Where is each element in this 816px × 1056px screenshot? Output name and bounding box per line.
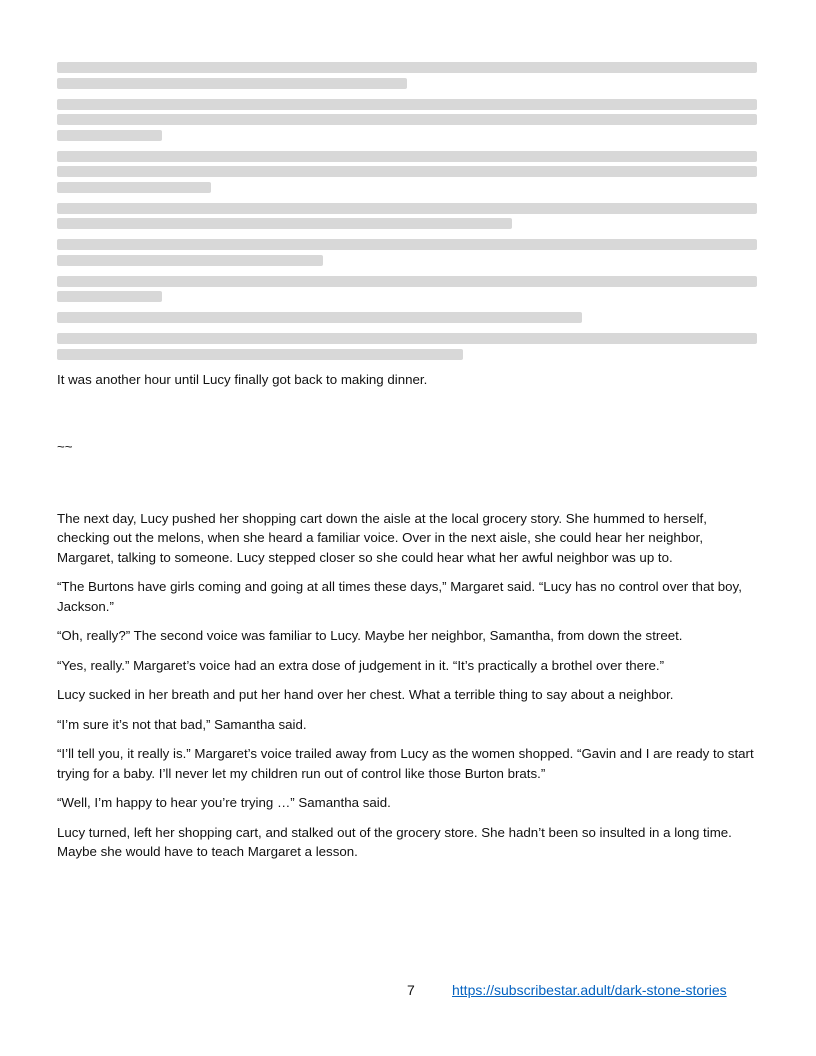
section-separator: ~~ [57, 439, 73, 454]
redacted-paragraph [57, 151, 757, 193]
paragraph: “Well, I’m happy to hear you’re trying …” Samantha said. [57, 795, 391, 810]
redacted-paragraph [57, 312, 757, 323]
document-page [57, 58, 757, 872]
redacted-paragraph [57, 276, 757, 303]
paragraph: Lucy sucked in her breath and put her hand over her chest. What a terrible thing to say about a neighbor. [57, 687, 674, 702]
paragraph: “I’ll tell you, it really is.” Margaret’s voice trailed away from Lucy as the women shopped. “Gavin and I are ready to start trying for a baby. I’ll never let my children run out of control like those Burton brats.” [57, 746, 754, 781]
paragraph: Lucy turned, left her shopping cart, and stalked out of the grocery store. She hadn’t been so insulted in a long time. Maybe she would have to teach Margaret a lesson. [57, 824, 732, 859]
paragraph: “Oh, really?” The second voice was familiar to Lucy. Maybe her neighbor, Samantha, from down the street. [57, 628, 683, 643]
redacted-paragraph [57, 333, 757, 360]
redacted-paragraph [57, 203, 757, 230]
redacted-paragraph [57, 239, 757, 266]
redacted-paragraph [57, 99, 757, 141]
paragraph: “I’m sure it’s not that bad,” Samantha said. [57, 716, 307, 732]
paragraph: “The Burtons have girls coming and going at all times these days,” Margaret said. “Lucy has no control over that boy, Jackson.” [57, 579, 742, 614]
scene-end-paragraph: It was another hour until Lucy finally got back to making dinner. [57, 371, 428, 387]
paragraph: “Yes, really.” Margaret’s voice had an extra dose of judgement in it. “It’s practically a brothel over there.” [57, 657, 665, 673]
page-number: 7 [407, 982, 415, 998]
redacted-paragraph [57, 62, 757, 89]
paragraph: The next day, Lucy pushed her shopping cart down the aisle at the local grocery story. She hummed to herself, checking out the melons, when she heard a familiar voice. Over in the next aisle, she could hear her neighbor, Margaret, talking to someone. Lucy stepped closer so she could hear what her awful neighbor was up to. [57, 510, 707, 565]
subscribestar-link[interactable]: https://subscribestar.adult/dark-stone-stories [452, 982, 727, 998]
